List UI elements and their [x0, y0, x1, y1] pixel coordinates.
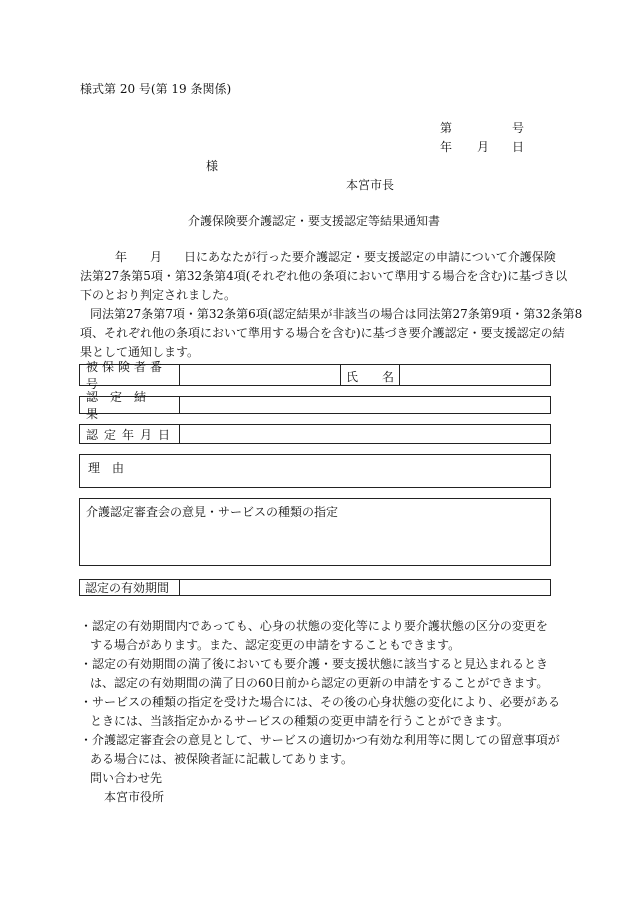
reason-box: [79, 454, 551, 488]
addressee-suffix: 様: [206, 159, 219, 173]
contact-label: 問い合わせ先: [90, 771, 163, 785]
opinion-box: [79, 498, 551, 566]
note-4-line1: ・介護認定審査会の意見として、サービスの適切かつ有効な利用等に関しての留意事項が: [80, 733, 560, 747]
note-1-line2: する場合があります。また、認定変更の申請をすることもできます。: [90, 638, 461, 652]
note-2-line2: は、認定の有効期間の満了日の60日前から認定の更新の申請をすることができます。: [90, 676, 549, 690]
date-year: 年: [440, 140, 453, 154]
doc-number-dai: 第: [440, 121, 453, 135]
name-label-1: 氏: [346, 370, 359, 384]
para1-line3: 下のとおり判定されました。: [80, 288, 237, 302]
result-label: 認定結果: [80, 397, 180, 413]
para1-line2: 法第27条第5項・第32条第4項(それぞれ他の条項において準用する場合を含む)に基づき以: [80, 269, 568, 283]
reason-label: 理 由: [88, 461, 125, 475]
name-divider-left: [340, 365, 341, 385]
para1-year: 年: [115, 250, 128, 264]
note-2-line1: ・認定の有効期間の満了後においても要介護・要支援状態に該当すると見込まれるとき: [80, 657, 549, 671]
insured-number-row: [79, 360, 551, 391]
para1-month: 月: [150, 250, 163, 264]
name-divider-right: [399, 365, 400, 385]
date-row: [79, 424, 551, 444]
date-day: 日: [512, 140, 525, 154]
date-month: 月: [477, 140, 490, 154]
note-1-line1: ・認定の有効期間内であっても、心身の状態の変化等により要介護状態の区分の変更を: [80, 619, 548, 633]
validity-label: 認定の有効期間: [80, 580, 180, 595]
name-label-2: 名: [382, 370, 395, 384]
issuer: 本宮市長: [346, 178, 395, 192]
page-title: 介護保険要介護認定・要支援認定等結果通知書: [188, 214, 441, 228]
para2-line3: 果として通知します。: [80, 345, 200, 359]
note-3-line1: ・サービスの種類の指定を受けた場合には、その後の心身状態の変化により、必要がある: [80, 695, 561, 709]
para2-line1: 同法第27条第7項・第32条第6項(認定結果が非該当の場合は同法第27条第9項・第32条第8: [90, 307, 583, 321]
result-row: [79, 390, 551, 421]
opinion-label: 介護認定審査会の意見・サービスの種類の指定: [86, 505, 339, 519]
doc-number-go: 号: [512, 121, 525, 135]
contact-office: 本宮市役所: [104, 790, 165, 804]
para1-line1: 日にあなたが行った要介護認定・要支援認定の申請について介護保険: [184, 250, 556, 264]
date-label: 認定年月日: [80, 425, 180, 443]
note-4-line2: ある場合には、被保険者証に記載してあります。: [90, 752, 354, 766]
form-number: 様式第 20 号(第 19 条関係): [80, 82, 232, 96]
note-3-line2: ときには、当該指定かかるサービスの種類の変更申請を行うことができます。: [90, 714, 510, 728]
insured-number-label: 被保険者番号: [80, 365, 180, 385]
para2-line2: 項、それぞれ他の条項において準用する場合を含む)に基づき要介護認定・要支援認定の結: [80, 326, 565, 340]
validity-row: [79, 579, 551, 596]
